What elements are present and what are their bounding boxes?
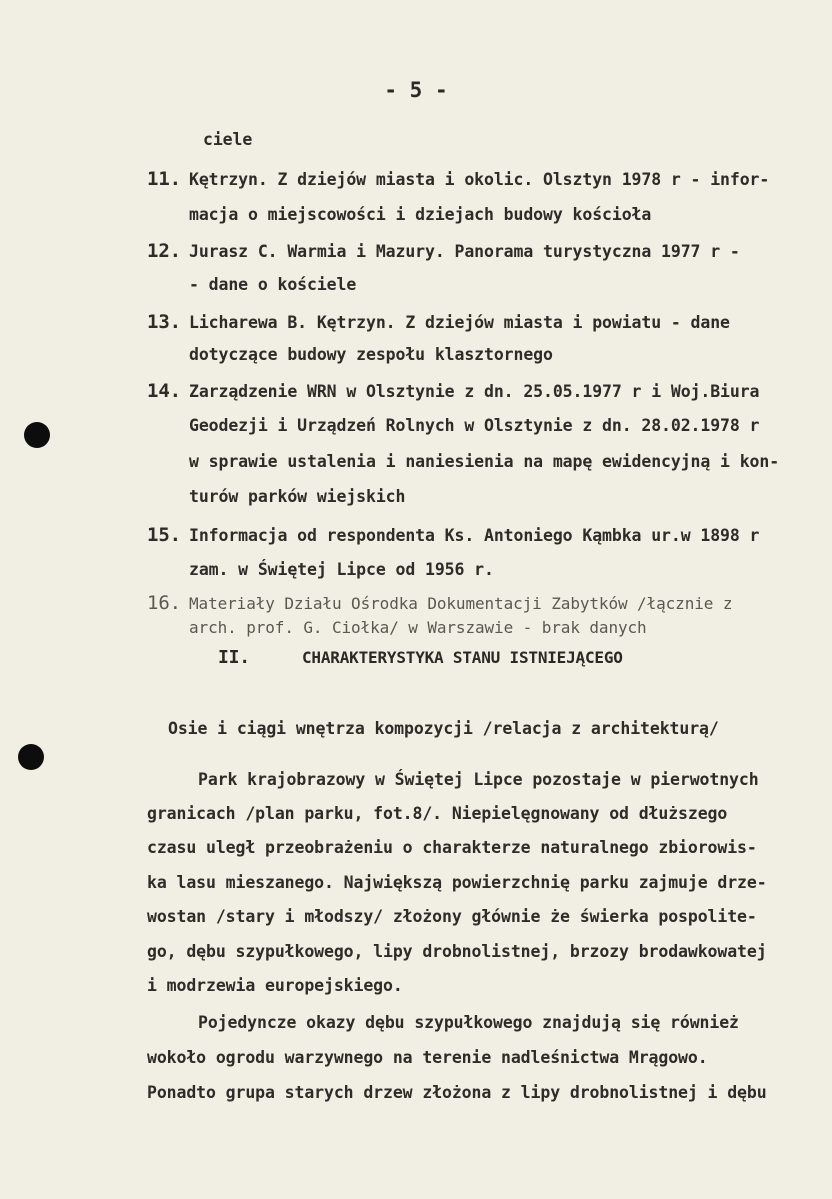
list-item-13	[147, 311, 730, 333]
text-line: - dane o kościele	[189, 275, 357, 294]
list-item-14	[147, 380, 759, 402]
text-line: Geodezji i Urządzeń Rolnych w Olsztynie z dn. 28.02.1978 r	[189, 416, 760, 435]
text-line: Informacja od respondenta Ks. Antoniego Kąmbka ur.w 1898 r	[189, 526, 760, 545]
list-number: 11.	[147, 168, 182, 190]
text-line: wostan /stary i młodszy/ złożony głównie że świerka pospolite-	[147, 907, 757, 926]
list-item-11	[147, 168, 769, 190]
list-item-16	[147, 592, 732, 614]
list-item-12	[147, 240, 740, 262]
text-line: go, dębu szypułkowego, lipy drobnolistnej, brzozy brodawkowatej	[147, 942, 767, 961]
list-number: 12.	[147, 240, 182, 262]
punch-hole	[24, 422, 50, 448]
text-line: i modrzewia europejskiego.	[147, 976, 403, 995]
text-line: Materiały Działu Ośrodka Dokumentacji Zabytków /łącznie z	[189, 594, 733, 613]
list-number: 16.	[147, 592, 182, 614]
text-line: ciele	[203, 130, 253, 149]
text-line: Jurasz C. Warmia i Mazury. Panorama turystyczna 1977 r -	[189, 242, 740, 261]
text-line: Ponadto grupa starych drzew złożona z lipy drobnolistnej i dębu	[147, 1083, 767, 1102]
section-number: II.	[218, 647, 250, 668]
text-line: macja o miejscowości i dziejach budowy kościoła	[189, 205, 652, 224]
text-line: ka lasu mieszanego. Największą powierzchnię parku zajmuje drze-	[147, 873, 767, 892]
text-line: arch. prof. G. Ciołka/ w Warszawie - brak danych	[189, 618, 647, 637]
text-line: Kętrzyn. Z dziejów miasta i okolic. Olsztyn 1978 r - infor-	[189, 170, 770, 189]
text-line: granicach /plan parku, fot.8/. Niepielęgnowany od dłuższego	[147, 804, 728, 823]
text-line: czasu uległ przeobrażeniu o charakterze naturalnego zbiorowis-	[147, 838, 757, 857]
list-item-15	[147, 524, 759, 546]
section-heading	[218, 647, 623, 668]
page-number: - 5 -	[384, 78, 448, 102]
list-number: 14.	[147, 380, 182, 402]
text-line: wokoło ogrodu warzywnego na terenie nadleśnictwa Mrągowo.	[147, 1048, 708, 1067]
text-line: Pojedyncze okazy dębu szypułkowego znajdują się również	[198, 1013, 739, 1032]
text-line: Zarządzenie WRN w Olsztynie z dn. 25.05.1977 r i Woj.Biura	[189, 382, 760, 401]
list-number: 15.	[147, 524, 182, 546]
list-number: 13.	[147, 311, 182, 333]
text-line: dotyczące budowy zespołu klasztornego	[189, 345, 553, 364]
text-line: Park krajobrazowy w Świętej Lipce pozostaje w pierwotnych	[198, 770, 759, 789]
text-line: zam. w Świętej Lipce od 1956 r.	[189, 560, 494, 579]
section-title: CHARAKTERYSTYKA STANU ISTNIEJĄCEGO	[302, 648, 623, 667]
subheading: Osie i ciągi wnętrza kompozycji /relacja z architekturą/	[168, 719, 719, 738]
text-line: w sprawie ustalenia i naniesienia na mapę ewidencyjną i kon-	[189, 452, 780, 471]
punch-hole	[18, 744, 44, 770]
text-line: turów parków wiejskich	[189, 487, 406, 506]
text-line: Licharewa B. Kętrzyn. Z dziejów miasta i powiatu - dane	[189, 313, 730, 332]
